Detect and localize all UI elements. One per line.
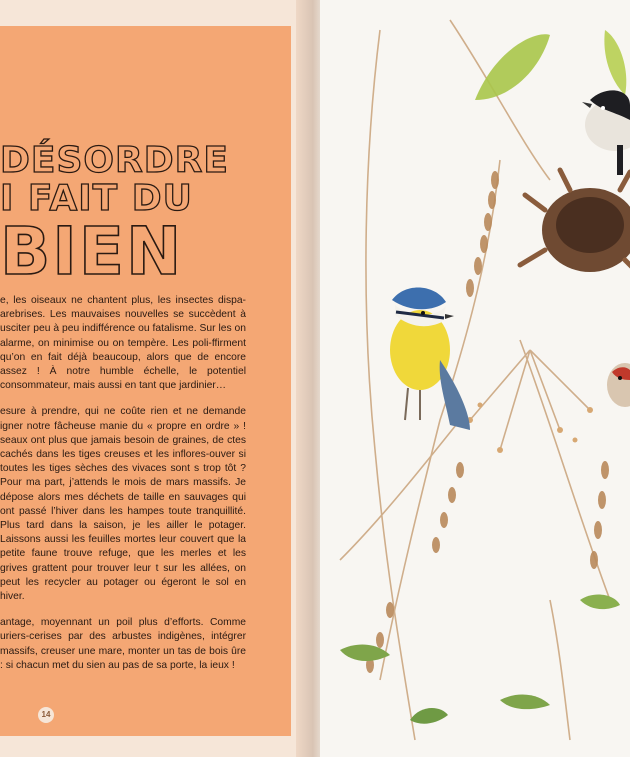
green-leaves <box>340 30 626 724</box>
dry-stems <box>340 20 610 740</box>
title-line-1: DÉSORDRE <box>0 140 229 181</box>
umbel-seeds <box>467 403 593 454</box>
orange-text-panel <box>0 26 291 736</box>
paragraph-2: esure à prendre, qui ne coûte rien et ne demande igner notre fâcheuse manie du « propre en ordre » ! seaux ont plus que jamais besoin de graines, de ctes cachés dans les tiges creuses et les inflores-ouver si toutes les tiges sèches des vivaces sont s trop tôt ? Pour ma part, j’attends le mois de mars massifs. Je dépose alors mes déchets de taille en sauvages qui ont passé l’hiver dans les hampes toute tranquillité. Plus tard dans la saison, je les ailler le potager. Laissons aussi les feuilles mortes leur couvert que la petite faune trouve refuge, que les merles et les grives grattent pour trouver leur t sur les allées, on peut les recycler au potager ou égeront le sol en hiver. <box>0 406 246 603</box>
dried-sunflower-head <box>520 170 630 275</box>
right-page-illustration <box>320 0 630 757</box>
watercolor-illustration <box>320 0 630 757</box>
article-body <box>0 294 246 685</box>
blue-tit-bird <box>390 287 470 430</box>
title-line-3: BIEN <box>0 213 184 290</box>
page-number: 14 <box>38 707 54 723</box>
great-tit-bird <box>582 90 630 175</box>
goldfinch-bird-partial <box>607 363 630 407</box>
title-line-2: I FAIT DU <box>0 178 193 219</box>
paragraph-1: e, les oiseaux ne chantent plus, les insectes dispa-arebrises. Les mauvaises nouvelles se succèdent à usciter peu à peu indifférence ou fatalisme. Sur les on alarme, on minimise ou on tempère. Les poli-ffirment qu’on en fait déjà beaucoup, alors que de encore assez ! À notre humble échelle, le potentiel consommateur, mais aussi en tant que jardinier… <box>0 295 246 392</box>
paragraph-3: antage, moyennant un poil plus d’efforts. Comme uriers-cerises par des arbustes indigènes, intégrer massifs, creuser une mare, monter un tas de bois ûre : si chacun met du sien au pas de sa porte, la ieux ! <box>0 617 246 671</box>
